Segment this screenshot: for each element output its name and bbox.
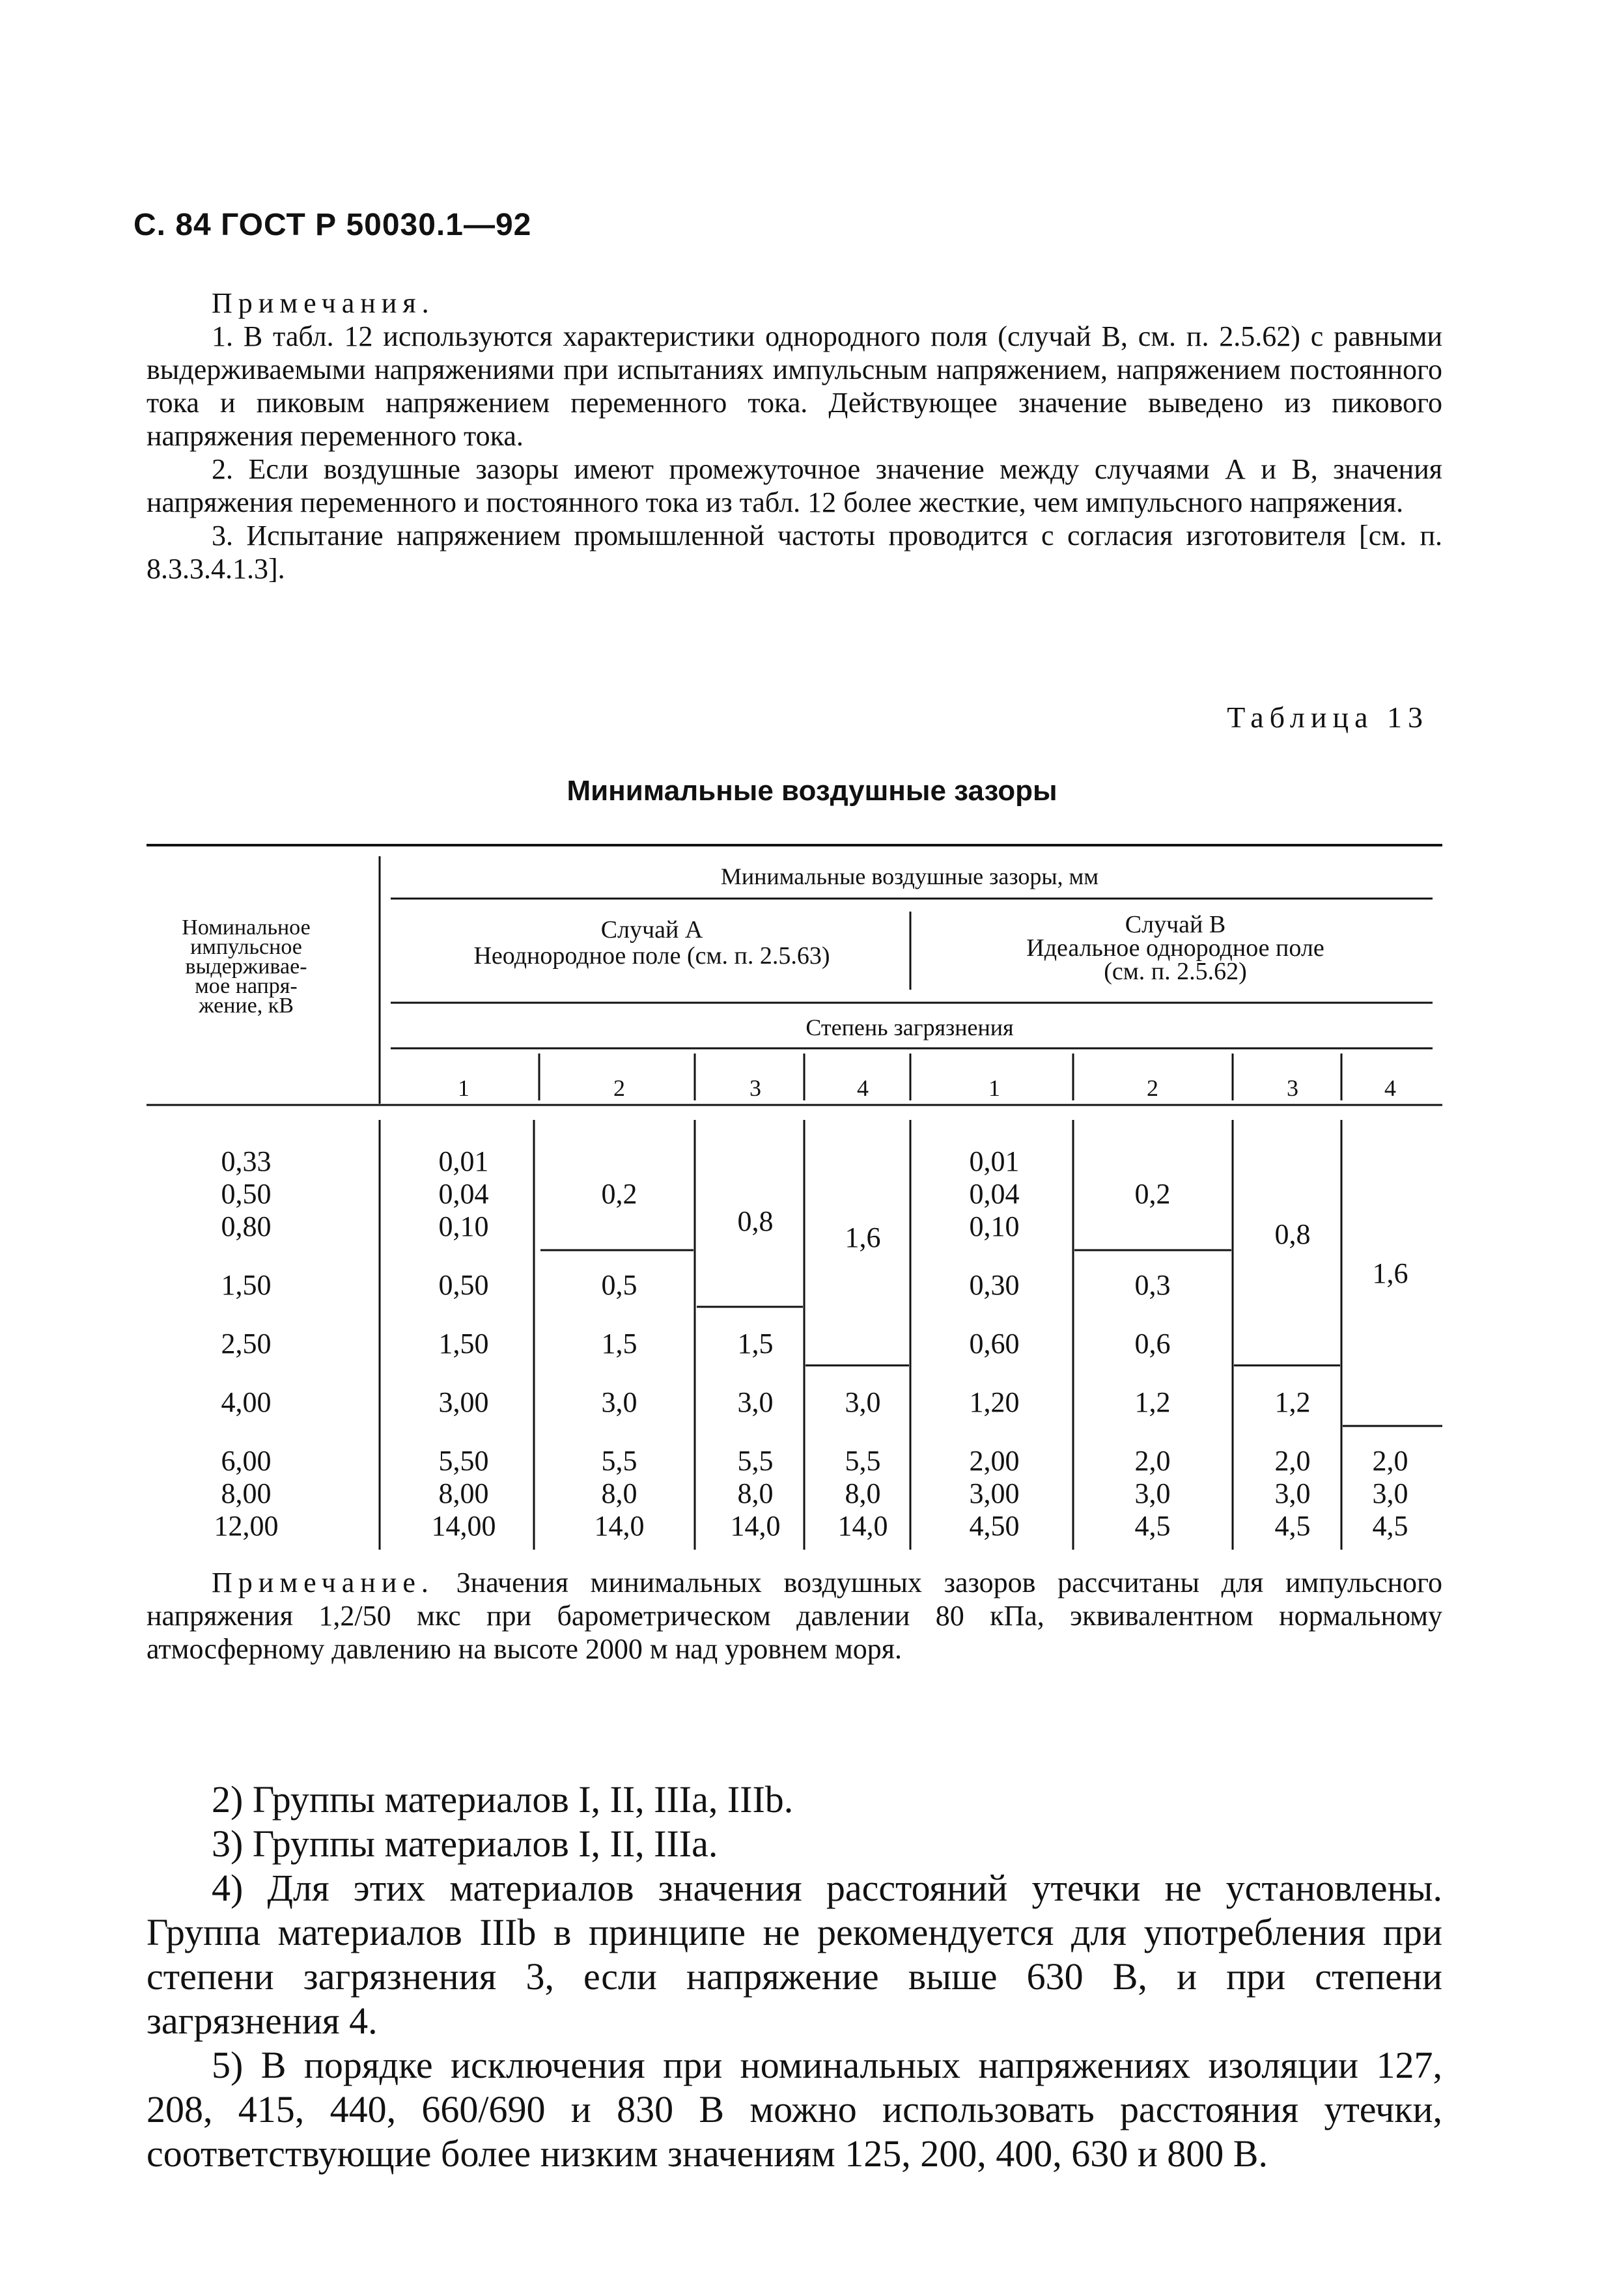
value-cell: 5,50 — [438, 1445, 489, 1477]
value-cell: 1,5 — [601, 1328, 637, 1360]
page-header: С. 84 ГОСТ Р 50030.1—92 — [133, 208, 532, 242]
value-cell: 3,0 — [845, 1386, 881, 1418]
value-cell: 2,0 — [1134, 1445, 1171, 1477]
footnote-3: 3) Группы материалов I, II, IIIa. — [212, 1822, 718, 1865]
case-a-title: Случай А — [600, 916, 703, 943]
footnote-4: 4) Для этих материалов значения расстояний утечки не установлены. Группа материалов IIIb в принципе не рекомендуется для употребления при степени загрязнения 3, если напряжение выше 630 В, и при степени загрязнения 4. — [147, 1867, 1442, 2042]
voltage-cell: 12,00 — [214, 1510, 279, 1542]
value-cell: 0,30 — [969, 1269, 1020, 1301]
value-cell: 4,50 — [969, 1510, 1020, 1542]
notes-caption: Примечания. — [212, 287, 435, 319]
note-item-1: 1. В табл. 12 используются характеристики однородного поля (случай В, см. п. 2.5.62) с равными выдерживаемыми напряжениями при испытаниях импульсным напряжением, напряжением постоянного тока и пиковым напряжением переменного тока. Действующее значение выведено из пикового напряжения переменного тока. — [147, 320, 1442, 452]
voltage-cell: 0,33 — [221, 1145, 272, 1177]
value-cell: 0,8 — [737, 1205, 774, 1237]
voltage-cell: 6,00 — [221, 1445, 272, 1477]
value-cell: 2,0 — [1372, 1445, 1408, 1477]
case-b-title: Случай В — [1125, 911, 1226, 938]
value-cell: 4,5 — [1372, 1510, 1408, 1542]
value-cell: 5,5 — [737, 1445, 774, 1477]
value-cell: 5,5 — [601, 1445, 637, 1477]
value-cell: 1,2 — [1134, 1386, 1171, 1418]
value-cell: 8,0 — [845, 1477, 881, 1509]
value-cell: 0,8 — [1274, 1218, 1311, 1250]
value-cell: 14,0 — [837, 1510, 888, 1542]
value-cell: 0,04 — [969, 1178, 1020, 1210]
value-cell: 0,10 — [969, 1210, 1020, 1242]
value-cell: 4,5 — [1274, 1510, 1311, 1542]
value-cell: 3,00 — [969, 1477, 1020, 1509]
voltage-cell: 0,50 — [221, 1178, 272, 1210]
row-header-line: импульсное — [190, 935, 302, 959]
degree-label: 4 — [1384, 1075, 1396, 1101]
value-cell: 14,00 — [431, 1510, 496, 1542]
value-cell: 3,0 — [1274, 1477, 1311, 1509]
value-cell: 5,5 — [845, 1445, 881, 1477]
note-item-2: 2. Если воздушные зазоры имеют промежуточное значение между случаями А и В, значения напряжения переменного и постоянного тока из табл. 12 более жесткие, чем импульсного напряжения. — [147, 453, 1442, 518]
voltage-cell: 1,50 — [221, 1269, 272, 1301]
row-header-line: жение, кВ — [199, 994, 294, 1018]
pollution-header: Степень загрязнения — [805, 1014, 1014, 1040]
value-cell: 1,6 — [1372, 1257, 1408, 1289]
value-cell: 14,0 — [730, 1510, 781, 1542]
value-cell: 1,2 — [1274, 1386, 1311, 1418]
degree-label: 1 — [988, 1075, 1000, 1101]
footnote-2: 2) Группы материалов I, II, IIIa, IIIb. — [212, 1778, 794, 1821]
voltage-cell: 0,80 — [221, 1210, 272, 1242]
value-cell: 0,50 — [438, 1269, 489, 1301]
degree-label: 3 — [749, 1075, 761, 1101]
value-cell: 1,6 — [845, 1222, 881, 1253]
table-title: Минимальные воздушные зазоры — [567, 775, 1057, 807]
value-cell: 0,3 — [1134, 1269, 1171, 1301]
degree-label: 3 — [1287, 1075, 1298, 1101]
table-number: Таблица 13 — [1227, 701, 1429, 734]
value-cell: 3,0 — [1372, 1477, 1408, 1509]
table-note — [147, 1566, 1442, 1666]
table-note-text: Значения минимальных воздушных зазоров рассчитаны для импульсного напряжения 1,2/50 мкс при барометрическом давлении 80 кПа, эквивалентном нормальному атмосферному давлению на высоте 2000 м над уровнем моря. — [147, 1567, 1443, 1665]
value-cell: 14,0 — [594, 1510, 645, 1542]
value-cell: 2,0 — [1274, 1445, 1311, 1477]
note-item-3: 3. Испытание напряжением промышленной частоты проводится с согласия изготовителя [см. п. 8.3.3.4.1.3]. — [147, 520, 1442, 585]
value-cell: 0,2 — [1134, 1178, 1171, 1210]
value-cell: 0,60 — [969, 1328, 1020, 1360]
value-cell: 4,5 — [1134, 1510, 1171, 1542]
value-cell: 8,0 — [737, 1477, 774, 1509]
footnotes — [147, 1778, 1442, 2176]
value-cell: 0,2 — [601, 1178, 637, 1210]
value-cell: 1,5 — [737, 1328, 774, 1360]
voltage-cell: 2,50 — [221, 1328, 272, 1360]
degree-label: 2 — [613, 1075, 625, 1101]
value-cell: 0,6 — [1134, 1328, 1171, 1360]
value-cell: 1,20 — [969, 1386, 1020, 1418]
value-cell: 3,0 — [601, 1386, 637, 1418]
footnote-5: 5) В порядке исключения при номинальных напряжениях изоляции 127, 208, 415, 440, 660/690 и 830 В можно использовать расстояния утечки, соответствующие более низким значениям 125, 200, 400, 630 и 800 В. — [147, 2044, 1442, 2175]
value-cell: 0,10 — [438, 1210, 489, 1242]
degree-label: 2 — [1147, 1075, 1158, 1101]
group-header: Минимальные воздушные зазоры, мм — [720, 863, 1099, 889]
value-cell: 0,5 — [601, 1269, 637, 1301]
voltage-cell: 8,00 — [221, 1477, 272, 1509]
voltage-cell: 4,00 — [221, 1386, 272, 1418]
case-b-ref: (см. п. 2.5.62) — [1104, 958, 1247, 985]
case-a-subtitle: Неоднородное поле (см. п. 2.5.63) — [473, 942, 830, 970]
row-header-line: мое напря- — [195, 974, 298, 998]
value-cell: 3,00 — [438, 1386, 489, 1418]
case-b-subtitle: Идеальное однородное поле — [1026, 934, 1324, 962]
value-cell: 8,00 — [438, 1477, 489, 1509]
degree-label: 1 — [458, 1075, 469, 1101]
value-cell: 3,0 — [1134, 1477, 1171, 1509]
value-cell: 0,04 — [438, 1178, 489, 1210]
value-cell: 8,0 — [601, 1477, 637, 1509]
row-header-line: Номинальное — [182, 915, 311, 940]
value-cell: 3,0 — [737, 1386, 774, 1418]
value-cell: 0,01 — [969, 1145, 1020, 1177]
table-note-label: Примечание. — [212, 1567, 434, 1599]
degree-label: 4 — [857, 1075, 869, 1101]
value-cell: 2,00 — [969, 1445, 1020, 1477]
value-cell: 0,01 — [438, 1145, 489, 1177]
value-cell: 1,50 — [438, 1328, 489, 1360]
row-header-line: выдерживае- — [185, 955, 307, 979]
